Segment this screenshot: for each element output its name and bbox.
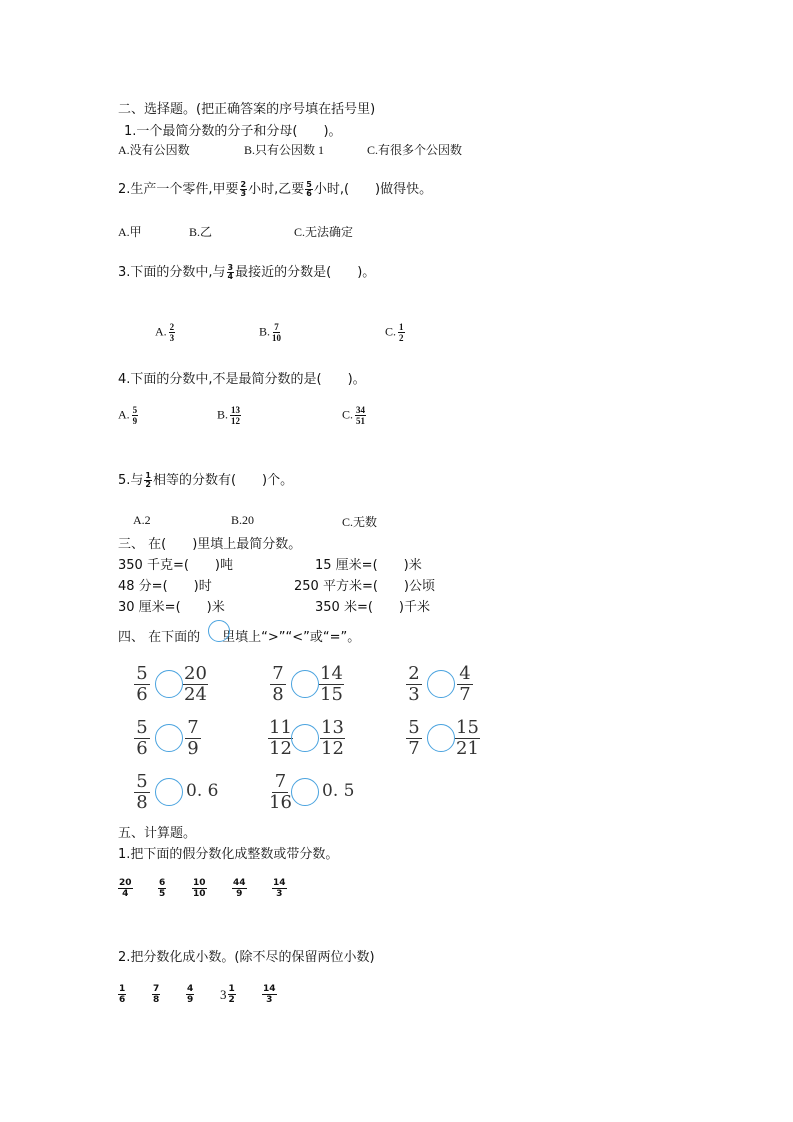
- q3-option-b: B. $\frac{7}{10}$: [259, 322, 282, 343]
- q3-fraction: $\frac{3}{4}$: [227, 263, 234, 281]
- cmp4-circle[interactable]: [155, 724, 183, 752]
- q1-text: 1.一个最简分数的分子和分母( )。: [124, 124, 342, 139]
- q1-option-b: B.只有公因数 1: [244, 143, 325, 157]
- cmp7-left-fraction: 5 8: [134, 772, 150, 813]
- s5-q1-frac-2: $\frac{6}{5}$: [159, 878, 166, 899]
- q4-option-a: A. $\frac{5}{9}$: [118, 405, 138, 426]
- cmp4-left-fraction: 5 6: [134, 718, 150, 759]
- s3-row3-right: 350 米=( )千米: [315, 600, 430, 615]
- cmp5-circle[interactable]: [291, 724, 319, 752]
- cmp1-circle[interactable]: [155, 670, 183, 698]
- q3-option-c: C. $\frac{1}{2}$: [385, 322, 404, 343]
- q2-text: 2.生产一个零件,甲要 $\frac{2}{3}$ 小时,乙要 $\frac{5}{6}$ 小时,( )做得快。: [118, 180, 433, 198]
- cmp7-decimal: 0. 6: [186, 781, 219, 801]
- q1-option-c: C.有很多个公因数: [367, 143, 463, 157]
- s5-q2-mixed-number: 3 1 2: [220, 984, 235, 1005]
- s5-q2-frac-1: $\frac{1}{6}$: [119, 984, 126, 1005]
- section2-title: 二、选择题。(把正确答案的序号填在括号里): [118, 102, 376, 117]
- q5-fraction: $\frac{1}{2}$: [145, 471, 151, 489]
- cmp3-right-fraction: 4 7: [457, 664, 473, 705]
- q4-option-c: C. $\frac{34}{51}$: [342, 405, 366, 426]
- q2-fraction-1: $\frac{2}{3}$: [240, 180, 247, 198]
- section4-title: 四、 在下面的 里填上“>”“<”或“=”。: [118, 630, 361, 645]
- q4-text: 4.下面的分数中,不是最简分数的是( )。: [118, 372, 366, 387]
- q2-fraction-2: $\frac{5}{6}$: [306, 180, 312, 198]
- section5-title: 五、计算题。: [118, 826, 197, 841]
- s5-q2-frac-2: $\frac{7}{8}$: [153, 984, 160, 1005]
- s5-q2-text: 2.把分数化成小数。(除不尽的保留两位小数): [118, 950, 375, 965]
- cmp1-left-fraction: 5 6: [134, 664, 150, 705]
- cmp4-right-fraction: 7 9: [185, 718, 201, 759]
- cmp1-right-fraction: 20 24: [184, 663, 207, 705]
- cmp7-circle[interactable]: [155, 778, 183, 806]
- cmp3-left-fraction: 2 3: [406, 664, 422, 705]
- cmp8-circle[interactable]: [291, 778, 319, 806]
- q4-option-b: B. $\frac{13}{12}$: [217, 405, 241, 426]
- cmp8-decimal: 0. 5: [322, 781, 355, 801]
- q3-text: 3.下面的分数中,与 $\frac{3}{4}$ 最接近的分数是( )。: [118, 263, 376, 281]
- q5-option-c: C.无数: [342, 515, 378, 529]
- cmp6-circle[interactable]: [427, 724, 455, 752]
- s3-row1-left: 350 千克=( )吨: [118, 558, 233, 573]
- s5-q2-frac-3: $\frac{4}{9}$: [187, 984, 194, 1005]
- s5-q1-frac-3: $\frac{10}{10}$: [193, 878, 206, 899]
- s3-row2-left: 48 分=( )时: [118, 579, 212, 594]
- q1-option-a: A.没有公因数: [118, 143, 190, 157]
- cmp8-left-fraction: 7 16: [269, 771, 292, 813]
- cmp5-right-fraction: 13 12: [321, 717, 344, 759]
- s5-q1-text: 1.把下面的假分数化成整数或带分数。: [118, 847, 339, 862]
- title-circle-icon: [208, 620, 230, 642]
- cmp2-circle[interactable]: [291, 670, 319, 698]
- q3-option-a: A. $\frac{2}{3}$: [155, 322, 175, 343]
- q2-option-c: C.无法确定: [294, 225, 354, 239]
- s3-row1-right: 15 厘米=( )米: [315, 558, 422, 573]
- cmp3-circle[interactable]: [427, 670, 455, 698]
- s5-q2-frac-5: $\frac{14}{3}$: [263, 984, 276, 1005]
- cmp5-left-fraction: 11 12: [269, 717, 292, 759]
- s5-q1-frac-1: $\frac{20}{4}$: [119, 878, 132, 899]
- q5-text: 5.与 $\frac{1}{2}$ 相等的分数有( )个。: [118, 471, 294, 489]
- s3-row2-right: 250 平方米=( )公顷: [294, 579, 435, 594]
- q5-option-a: A.2: [133, 513, 151, 527]
- s5-q1-frac-5: $\frac{14}{3}$: [273, 878, 286, 899]
- s5-q1-frac-4: $\frac{44}{9}$: [233, 878, 246, 899]
- s3-row3-left: 30 厘米=( )米: [118, 600, 225, 615]
- cmp6-right-fraction: 15 21: [456, 717, 479, 759]
- q2-option-b: B.乙: [189, 225, 213, 239]
- cmp2-left-fraction: 7 8: [270, 664, 286, 705]
- q5-option-b: B.20: [231, 513, 255, 527]
- cmp6-left-fraction: 5 7: [406, 718, 422, 759]
- cmp2-right-fraction: 14 15: [320, 663, 343, 705]
- q2-option-a: A.甲: [118, 225, 142, 239]
- section3-title: 三、 在( )里填上最简分数。: [118, 537, 302, 552]
